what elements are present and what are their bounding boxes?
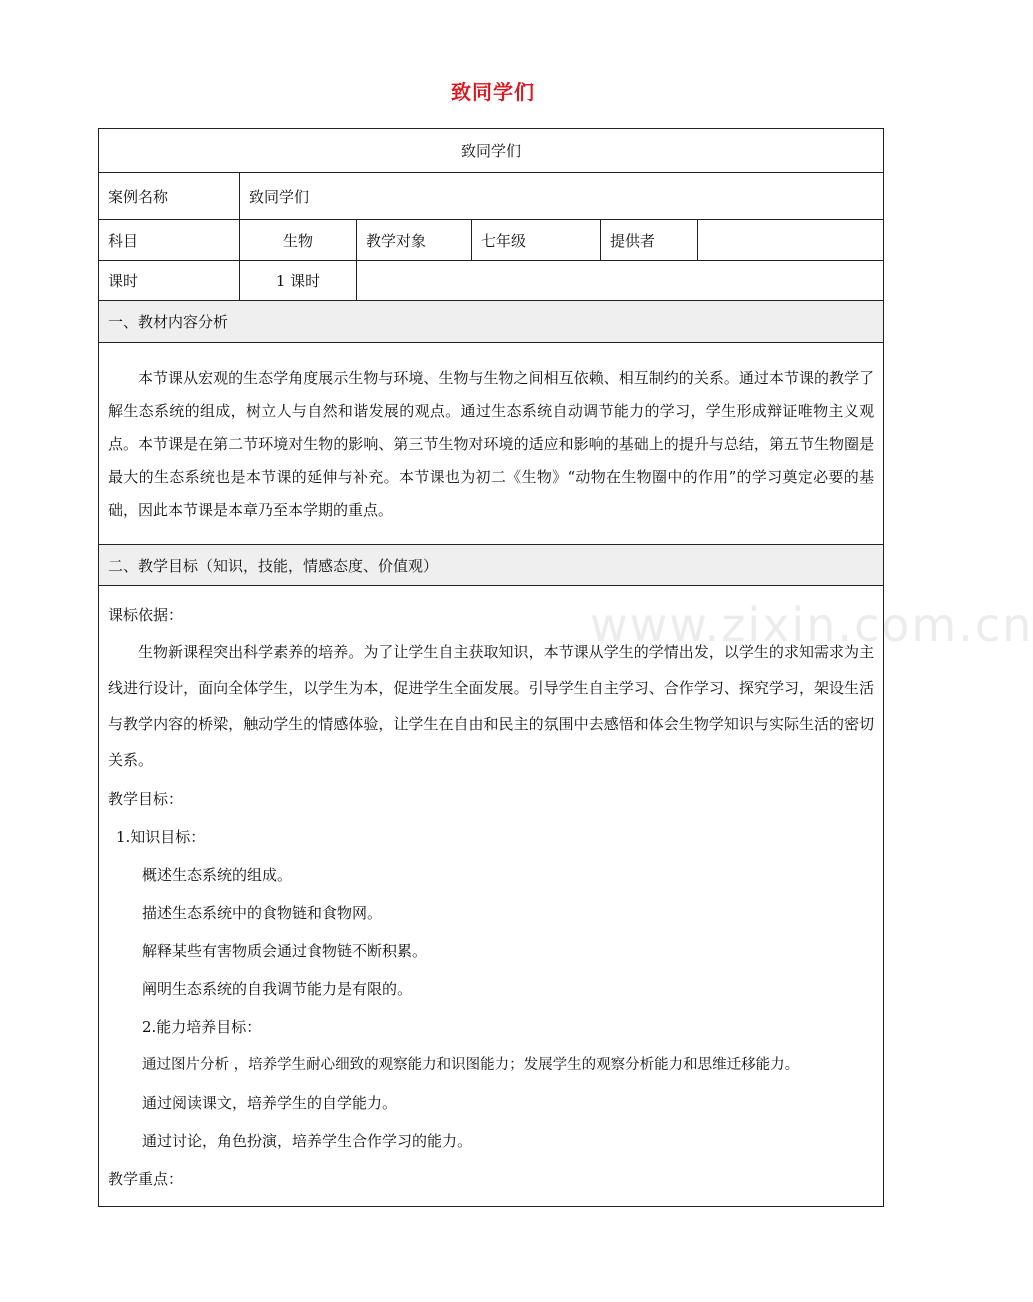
basis-paragraph: 生物新课程突出科学素养的培养。为了让学生自主获取知识，本节课从学生的学情出发，以学生的求知需求为主线进行设计，面向全体学生，以学生为本，促进学生全面发展。引导学生自主学习、合作学习、探究学习，架设生活与教学内容的桥梁，触动学生的情感体验，让学生在自由和民主的氛围中去感悟和体会生物学知识与实际生活的密切关系。: [108, 643, 875, 769]
basis-label: 课标依据：: [108, 606, 184, 624]
section1-body: [99, 343, 884, 545]
hours-label: 课时: [99, 261, 240, 301]
ability-heading: 2.能力培养目标：: [142, 1018, 262, 1036]
provider-value: [698, 220, 884, 261]
lesson-plan-table: [98, 128, 884, 1207]
audience-value: 七年级: [472, 220, 601, 261]
provider-label: 提供者: [601, 220, 698, 261]
audience-label: 教学对象: [357, 220, 472, 261]
goals-label: 教学目标：: [108, 790, 184, 808]
page-title: 致同学们: [451, 80, 535, 104]
knowledge-heading: 1.知识目标：: [116, 828, 206, 846]
ability-item: 通过图片分析 ，培养学生耐心细致的观察能力和识图能力；发展学生的观察分析能力和思维迁移能力。: [142, 1057, 800, 1073]
knowledge-item: 阐明生态系统的自我调节能力是有限的。: [142, 980, 413, 998]
case-name-label: 案例名称: [99, 173, 240, 220]
key-points-label: 教学重点：: [108, 1170, 184, 1188]
case-name-value: 致同学们: [240, 173, 884, 220]
ability-item: 通过阅读课文，培养学生的自学能力。: [142, 1094, 398, 1112]
subject-label: 科目: [99, 220, 240, 261]
ability-item: 通过讨论，角色扮演，培养学生合作学习的能力。: [142, 1132, 473, 1150]
knowledge-item: 描述生态系统中的食物链和食物网。: [142, 904, 383, 922]
table-header: 致同学们: [99, 129, 884, 173]
subject-value: 生物: [240, 220, 357, 261]
hours-empty-cell: [357, 261, 884, 301]
section2-heading: 二、教学目标（知识，技能，情感态度、价值观）: [99, 545, 884, 586]
knowledge-item: 概述生态系统的组成。: [142, 866, 293, 884]
watermark: www.zixin.com.cn: [590, 598, 1033, 652]
section2-body: [99, 586, 884, 1207]
knowledge-item: 解释某些有害物质会通过食物链不断积累。: [142, 942, 428, 960]
section1-paragraph: 本节课从宏观的生态学角度展示生物与环境、生物与生物之间相互依赖、相互制约的关系。通过本节课的教学了解生态系统的组成，树立人与自然和谐发展的观点。通过生态系统自动调节能力的学习，学生形成辩证唯物主义观点。本节课是在第二节环境对生物的影响、第三节生物对环境的适应和影响的基础上的提升与总结，第五节生物圈是最大的生态系统也是本节课的延伸与补充。本节课也为初二《生物》“动物在生物圈中的作用”的学习奠定必要的基础，因此本节课是本章乃至本学期的重点。: [108, 369, 875, 519]
section1-heading: 一、教材内容分析: [99, 301, 884, 343]
hours-value: 1 课时: [240, 261, 357, 301]
